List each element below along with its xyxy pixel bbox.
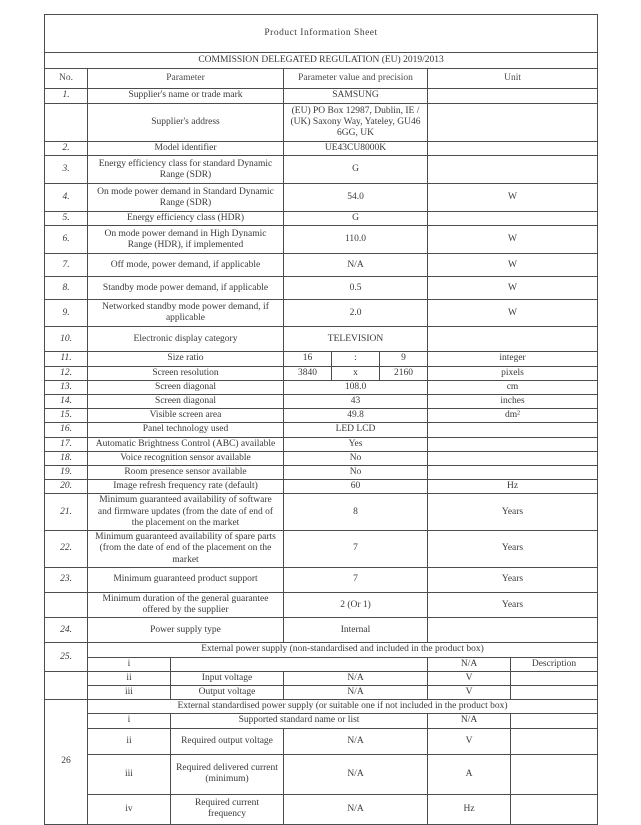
sub-label-cell: Input voltage	[171, 671, 284, 685]
unit-cell: Hz	[428, 480, 598, 494]
unit-cell: pixels	[428, 366, 598, 380]
table-row	[45, 494, 598, 531]
unit-cell: W	[428, 300, 598, 327]
parameter-cell: Screen diagonal	[88, 380, 284, 394]
table-row	[45, 226, 598, 254]
row-number: 24.	[45, 618, 88, 643]
unit-cell: W	[428, 254, 598, 277]
sub-index-cell: ii	[88, 671, 171, 685]
table-row	[45, 618, 598, 643]
row-number: 12.	[45, 366, 88, 380]
row-number: 22.	[45, 531, 88, 568]
unit-cell: N/A	[428, 657, 511, 671]
unit-cell: W	[428, 184, 598, 212]
value-cell: 2 (Or 1)	[284, 593, 428, 618]
table-row	[45, 451, 598, 465]
parameter-cell: Energy efficiency class (HDR)	[88, 212, 284, 226]
sub-label-cell: Required delivered current (minimum)	[171, 754, 284, 794]
parameter-cell: On mode power demand in High Dynamic Range (HDR), if implemented	[88, 226, 284, 254]
description-cell: Description	[511, 657, 598, 671]
table-row	[45, 254, 598, 277]
value-cell: N/A	[284, 686, 428, 700]
value-cell: 2.0	[284, 300, 428, 327]
table-row	[45, 714, 598, 728]
table-row	[45, 794, 598, 824]
value-cell: N/A	[284, 754, 428, 794]
value-cell: (EU) PO Box 12987, Dublin, IE / (UK) Saxony Way, Yateley, GU46 6GG, UK	[284, 104, 428, 142]
unit-cell: Years	[428, 593, 598, 618]
table-row	[45, 754, 598, 794]
parameter-cell: Minimum guaranteed product support	[88, 568, 284, 593]
value-cell-2: :	[332, 352, 380, 366]
product-information-table	[44, 14, 598, 825]
unit-cell	[428, 142, 598, 156]
row-number: 16.	[45, 423, 88, 437]
row-number: 6.	[45, 226, 88, 254]
value-cell: 43	[284, 395, 428, 409]
description-cell	[511, 686, 598, 700]
table-row	[45, 686, 598, 700]
table-row	[45, 212, 598, 226]
unit-cell	[428, 156, 598, 184]
row-number: 4.	[45, 184, 88, 212]
unit-cell: Years	[428, 568, 598, 593]
value-cell: Yes	[284, 437, 428, 451]
section-25-header-row	[45, 643, 598, 657]
table-row	[45, 327, 598, 352]
value-cell: Internal	[284, 618, 428, 643]
value-cell: LED LCD	[284, 423, 428, 437]
table-row	[45, 395, 598, 409]
table-row	[45, 380, 598, 394]
sub-label-cell	[171, 657, 428, 671]
unit-cell: inches	[428, 395, 598, 409]
unit-cell	[428, 437, 598, 451]
parameter-cell: Electronic display category	[88, 327, 284, 352]
parameter-cell: Energy efficiency class for standard Dynamic Range (SDR)	[88, 156, 284, 184]
row-number: 1.	[45, 89, 88, 104]
value-cell: TELEVISION	[284, 327, 428, 352]
sub-label-cell: Supported standard name or list	[171, 714, 428, 728]
table-row	[45, 277, 598, 300]
parameter-cell: Image refresh frequency rate (default)	[88, 480, 284, 494]
unit-cell	[428, 618, 598, 643]
description-cell	[511, 714, 598, 728]
unit-cell: W	[428, 277, 598, 300]
row-number: 5.	[45, 212, 88, 226]
description-cell	[511, 794, 598, 824]
unit-cell: Years	[428, 531, 598, 568]
unit-cell: dm²	[428, 409, 598, 423]
unit-cell: Hz	[428, 794, 511, 824]
parameter-cell: Minimum guaranteed availability of spare parts (from the date of end of the placement on the market	[88, 531, 284, 568]
regulation-subtitle: COMMISSION DELEGATED REGULATION (EU) 2019/2013	[45, 53, 598, 69]
unit-cell	[428, 89, 598, 104]
unit-cell: V	[428, 686, 511, 700]
value-cell: G	[284, 156, 428, 184]
sub-index-cell: i	[88, 714, 171, 728]
unit-cell	[428, 423, 598, 437]
row-number: 19.	[45, 466, 88, 480]
row-number: 23.	[45, 568, 88, 593]
value-cell-1: 3840	[284, 366, 332, 380]
table-row	[45, 142, 598, 156]
sub-index-cell: iv	[88, 794, 171, 824]
table-row	[45, 531, 598, 568]
unit-cell	[428, 466, 598, 480]
header-value: Parameter value and precision	[284, 69, 428, 89]
row-number	[45, 104, 88, 142]
row-number: 9.	[45, 300, 88, 327]
row-number: 20.	[45, 480, 88, 494]
row-number: 18.	[45, 451, 88, 465]
unit-cell: Years	[428, 494, 598, 531]
sub-label-cell: Required output voltage	[171, 728, 284, 754]
parameter-cell: Networked standby mode power demand, if applicable	[88, 300, 284, 327]
table-row	[45, 156, 598, 184]
value-cell: 108.0	[284, 380, 428, 394]
header-no: No.	[45, 69, 88, 89]
sub-index-cell: iii	[88, 754, 171, 794]
value-cell: 49.8	[284, 409, 428, 423]
column-header-row	[45, 69, 598, 89]
table-row	[45, 104, 598, 142]
table-row	[45, 437, 598, 451]
parameter-cell: Screen diagonal	[88, 395, 284, 409]
title-row	[45, 15, 598, 53]
value-cell: N/A	[284, 794, 428, 824]
description-cell	[511, 728, 598, 754]
table-row	[45, 184, 598, 212]
section-26-header-row	[45, 700, 598, 714]
value-cell-3: 2160	[380, 366, 428, 380]
table-row	[45, 89, 598, 104]
parameter-cell: Size ratio	[88, 352, 284, 366]
row-number: 8.	[45, 277, 88, 300]
unit-cell: integer	[428, 352, 598, 366]
unit-cell	[428, 327, 598, 352]
section-header-cell: External standardised power supply (or suitable one if not included in the product box)	[88, 700, 598, 714]
value-cell: N/A	[284, 254, 428, 277]
value-cell: No	[284, 451, 428, 465]
table-row	[45, 568, 598, 593]
sub-label-cell: Required current frequency	[171, 794, 284, 824]
row-number: 21.	[45, 494, 88, 531]
parameter-cell: Model identifier	[88, 142, 284, 156]
value-cell: 110.0	[284, 226, 428, 254]
table-row	[45, 671, 598, 685]
table-row	[45, 300, 598, 327]
table-row	[45, 593, 598, 618]
row-number: 7.	[45, 254, 88, 277]
table-row	[45, 409, 598, 423]
sub-index-cell: i	[88, 657, 171, 671]
value-cell: No	[284, 466, 428, 480]
row-number	[45, 593, 88, 618]
unit-cell	[428, 212, 598, 226]
table-row	[45, 423, 598, 437]
value-cell: SAMSUNG	[284, 89, 428, 104]
value-cell-2: x	[332, 366, 380, 380]
page-title: Product Information Sheet	[45, 15, 598, 53]
header-parameter: Parameter	[88, 69, 284, 89]
parameter-cell: Supplier's name or trade mark	[88, 89, 284, 104]
value-cell: 8	[284, 494, 428, 531]
sub-index-cell: ii	[88, 728, 171, 754]
parameter-cell: Power supply type	[88, 618, 284, 643]
value-cell-1: 16	[284, 352, 332, 366]
unit-cell: N/A	[428, 714, 511, 728]
parameter-cell: On mode power demand in Standard Dynamic Range (SDR)	[88, 184, 284, 212]
parameter-cell: Screen resolution	[88, 366, 284, 380]
table-row	[45, 352, 598, 366]
table-row	[45, 366, 598, 380]
row-number: 15.	[45, 409, 88, 423]
unit-cell	[428, 451, 598, 465]
parameter-cell: Visible screen area	[88, 409, 284, 423]
row-number: 3.	[45, 156, 88, 184]
row-number: 11.	[45, 352, 88, 366]
value-cell: 7	[284, 568, 428, 593]
row-number: 17.	[45, 437, 88, 451]
row-number: 13.	[45, 380, 88, 394]
table-row	[45, 728, 598, 754]
unit-cell: V	[428, 671, 511, 685]
parameter-cell: Automatic Brightness Control (ABC) available	[88, 437, 284, 451]
section-header-cell: External power supply (non-standardised and included in the product box)	[88, 643, 598, 657]
sub-label-cell: Output voltage	[171, 686, 284, 700]
row-number: 14.	[45, 395, 88, 409]
value-cell: G	[284, 212, 428, 226]
sub-index-cell: iii	[88, 686, 171, 700]
unit-cell: V	[428, 728, 511, 754]
unit-cell: W	[428, 226, 598, 254]
value-cell: 60	[284, 480, 428, 494]
table-row	[45, 657, 598, 671]
value-cell: 54.0	[284, 184, 428, 212]
value-cell: UE43CU8000K	[284, 142, 428, 156]
subtitle-row	[45, 53, 598, 69]
value-cell: N/A	[284, 671, 428, 685]
parameter-cell: Minimum guaranteed availability of software and firmware updates (from the date of end of the placement on the market	[88, 494, 284, 531]
parameter-cell: Voice recognition sensor available	[88, 451, 284, 465]
value-cell: 7	[284, 531, 428, 568]
table-row	[45, 466, 598, 480]
parameter-cell: Minimum duration of the general guarantee offered by the supplier	[88, 593, 284, 618]
value-cell: 0.5	[284, 277, 428, 300]
row-number: 26	[45, 700, 88, 824]
parameter-cell: Supplier's address	[88, 104, 284, 142]
parameter-cell: Standby mode power demand, if applicable	[88, 277, 284, 300]
unit-cell: A	[428, 754, 511, 794]
description-cell	[511, 754, 598, 794]
value-cell-3: 9	[380, 352, 428, 366]
row-number	[45, 671, 88, 699]
description-cell	[511, 671, 598, 685]
header-unit: Unit	[428, 69, 598, 89]
table-row	[45, 480, 598, 494]
row-number: 10.	[45, 327, 88, 352]
unit-cell: cm	[428, 380, 598, 394]
parameter-cell: Panel technology used	[88, 423, 284, 437]
parameter-cell: Room presence sensor available	[88, 466, 284, 480]
unit-cell	[428, 104, 598, 142]
parameter-cell: Off mode, power demand, if applicable	[88, 254, 284, 277]
row-number: 25.	[45, 643, 88, 671]
value-cell: N/A	[284, 728, 428, 754]
row-number: 2.	[45, 142, 88, 156]
